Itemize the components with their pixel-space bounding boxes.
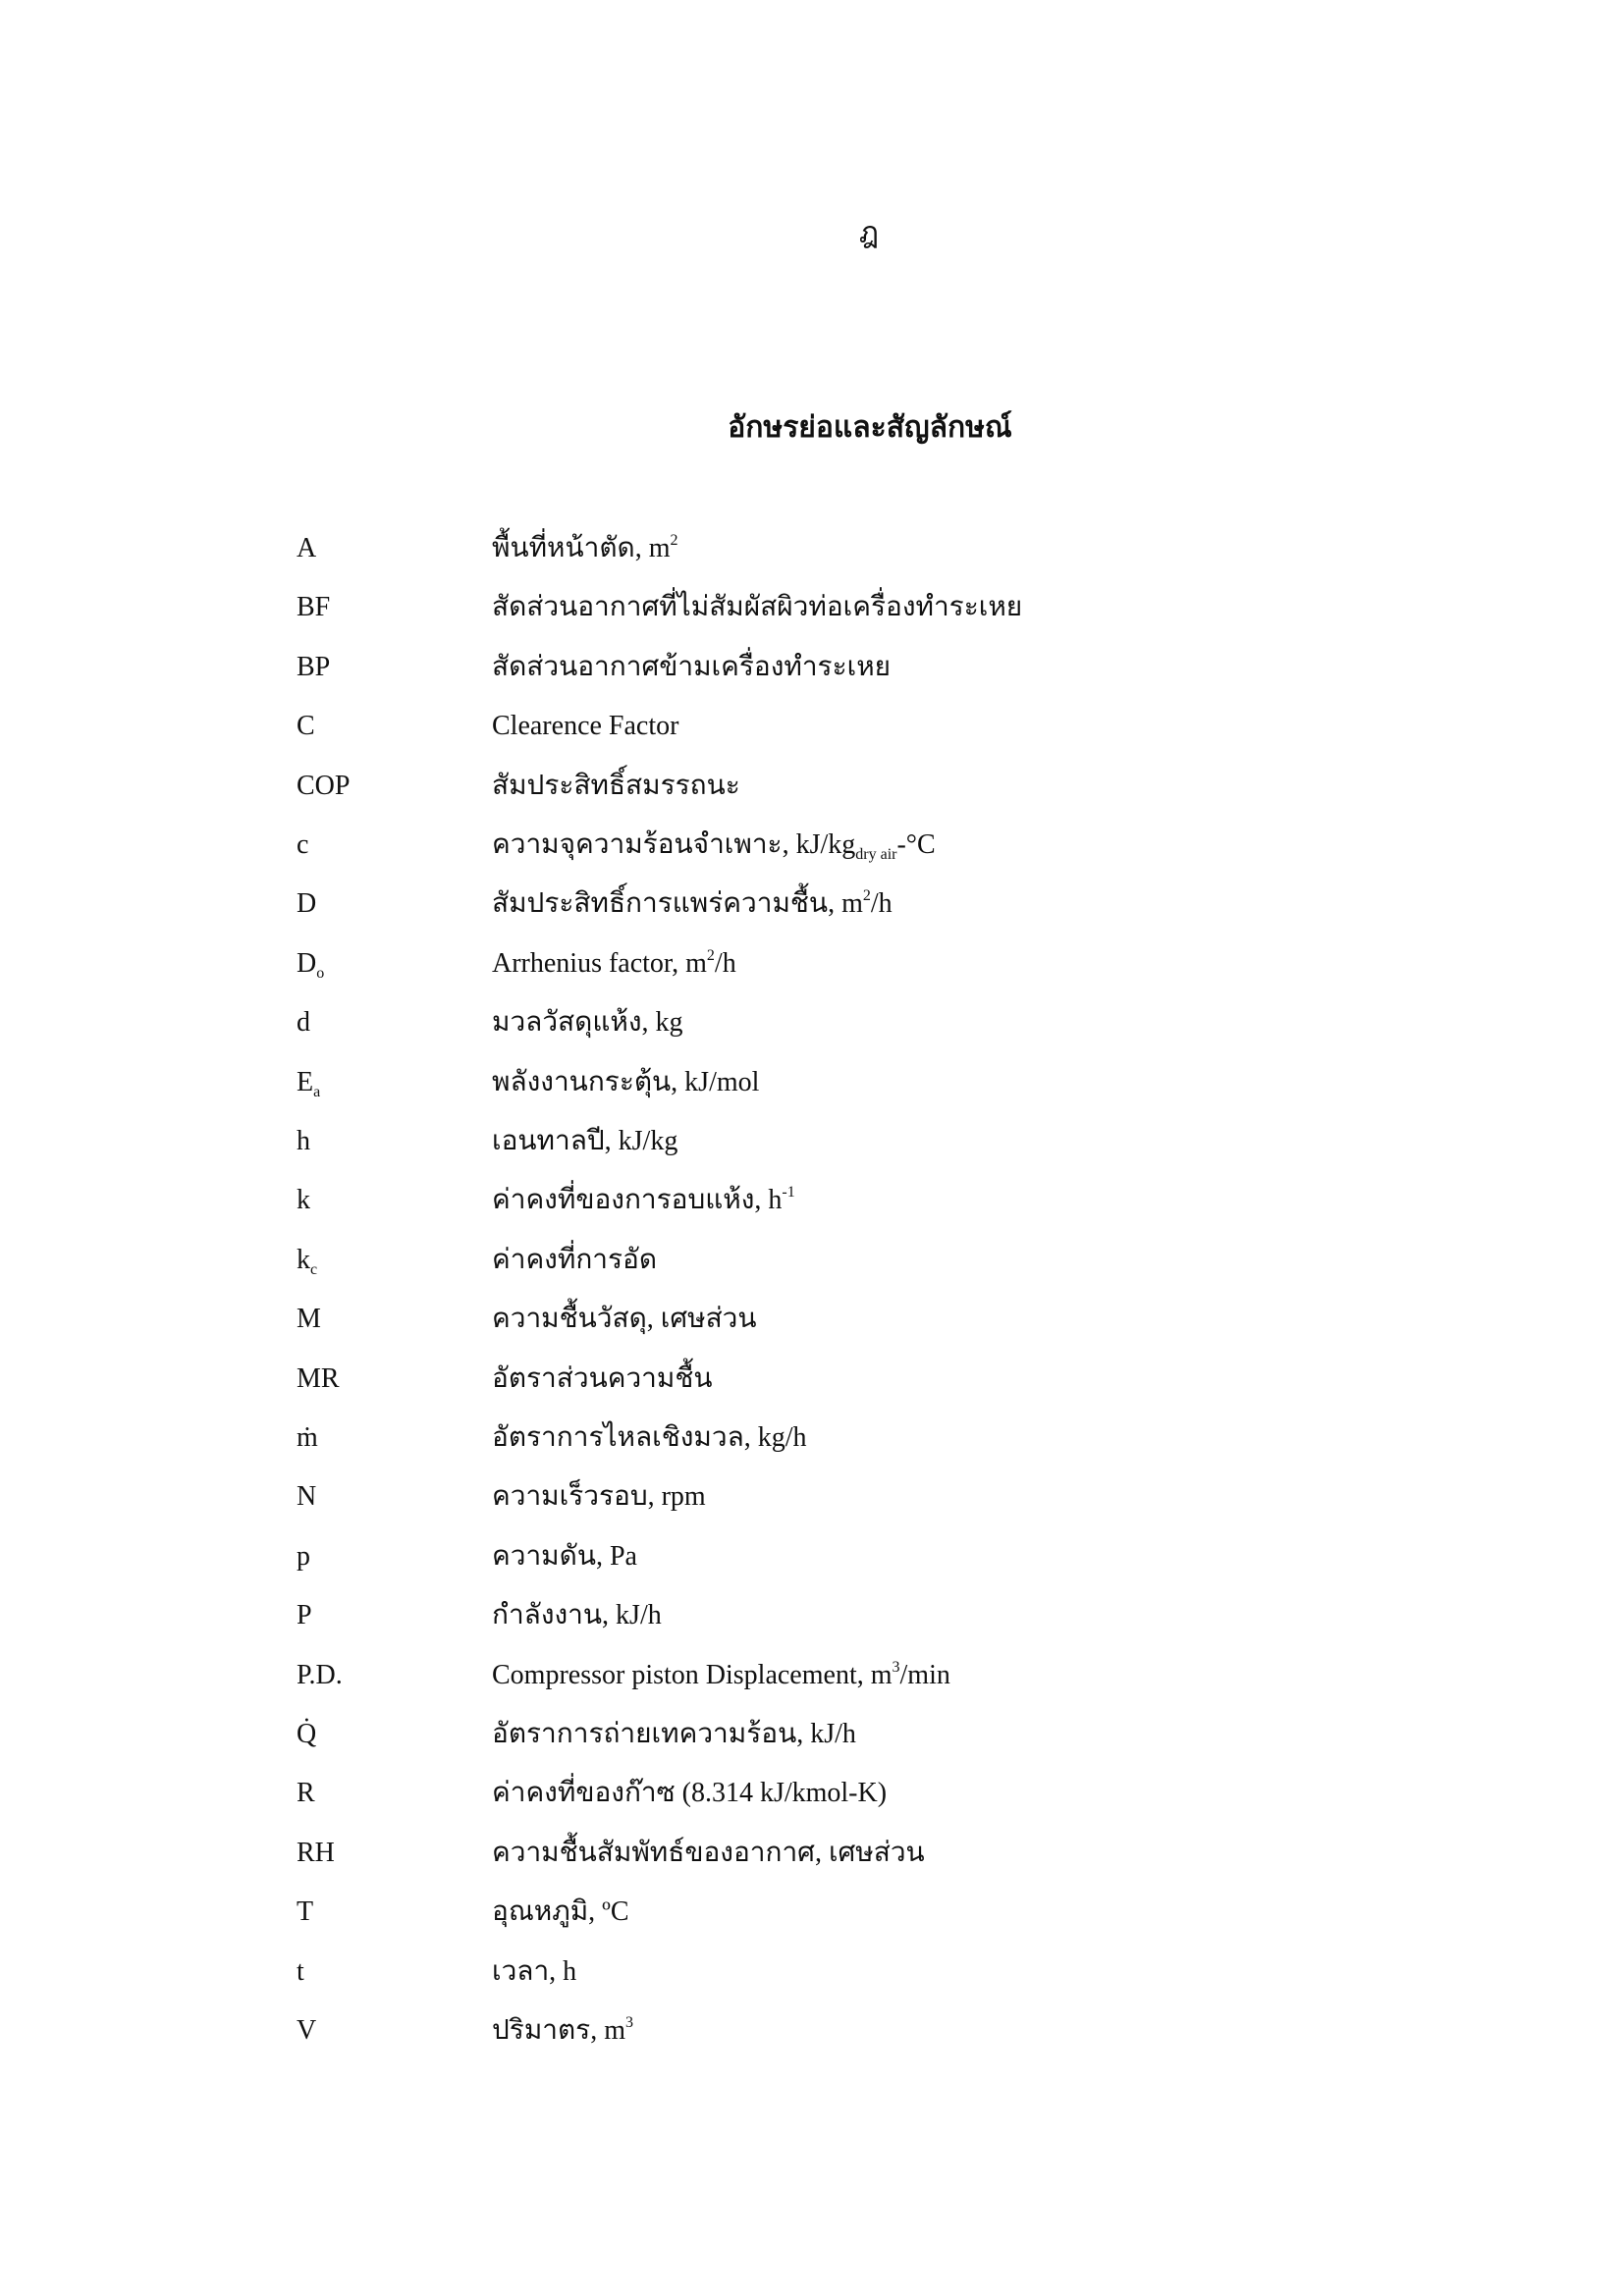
symbol-row (0, 1586, 1624, 1645)
symbol-description (492, 1350, 713, 1409)
symbol-row (0, 1883, 1624, 1942)
symbol-main: h (297, 1126, 310, 1156)
description-text: ค่าคงที่ของการอบแห้ง, h (492, 1185, 783, 1216)
symbol-description (492, 1468, 706, 1526)
symbol-main: d (297, 1007, 310, 1039)
description-superscript: 3 (625, 2014, 633, 2031)
symbol-term (297, 1053, 320, 1112)
symbol-description (492, 1943, 576, 2002)
symbol-main: Q̇ (297, 1719, 317, 1749)
description-text: สัดส่วนอากาศข้ามเครื่องทำระเหย (492, 651, 892, 682)
symbol-main: BP (297, 651, 331, 682)
description-text: สัมประสิทธิ์สมรรถนะ (492, 770, 740, 801)
description-text: Clearence Factor (492, 711, 679, 742)
description-text: ความชื้นสัมพัทธ์ของอากาศ, เศษส่วน (492, 1837, 925, 1868)
symbol-term (297, 697, 315, 756)
description-text: อัตราการไหลเชิงมวล, kg/h (492, 1422, 807, 1453)
symbol-row (0, 1290, 1624, 1349)
symbol-description (492, 875, 893, 934)
description-text: เอนทาลปี, kJ/kg (492, 1126, 678, 1156)
description-text: ความจุความร้อนจำเพาะ, kJ/kg (492, 829, 856, 860)
symbol-row (0, 2002, 1624, 2060)
symbol-main: RH (297, 1837, 335, 1868)
symbol-subscript: a (313, 1083, 321, 1100)
symbol-main: A (297, 533, 317, 563)
symbol-subscript: c (310, 1260, 318, 1278)
symbol-main: ṁ (297, 1422, 318, 1453)
symbol-term (297, 1290, 321, 1349)
symbol-term (297, 1646, 343, 1705)
description-superscript: 2 (862, 887, 871, 905)
symbol-description (492, 1290, 757, 1349)
symbol-term (297, 816, 308, 875)
symbol-row (0, 875, 1624, 934)
symbol-term (297, 1764, 315, 1823)
description-subscript: dry air (855, 846, 897, 863)
description-text: สัดส่วนอากาศที่ไม่สัมผัสผิวท่อเครื่องทำระเหย (492, 592, 1023, 623)
symbol-term (297, 1231, 317, 1290)
symbol-term (297, 2002, 316, 2060)
description-text: Compressor piston Displacement, m (492, 1659, 893, 1690)
symbol-main: V (297, 2015, 317, 2046)
symbol-row (0, 1053, 1624, 1112)
symbol-row (0, 816, 1624, 875)
symbol-main: C (297, 711, 315, 742)
symbol-row (0, 1409, 1624, 1468)
symbol-main: R (297, 1778, 315, 1809)
symbol-row (0, 1824, 1624, 1883)
symbol-subscript: o (316, 964, 325, 982)
symbol-term (297, 1824, 335, 1883)
symbol-main: k (297, 1185, 310, 1216)
symbol-main: N (297, 1481, 317, 1513)
symbol-main: E (297, 1066, 314, 1097)
description-text: Arrhenius factor, m (492, 947, 707, 979)
symbol-main: c (297, 829, 309, 860)
symbol-row (0, 1171, 1624, 1230)
description-text-after: /min (899, 1659, 950, 1690)
symbol-description (492, 638, 891, 697)
symbol-term (297, 1468, 316, 1526)
symbol-term (297, 1586, 312, 1645)
description-superscript: -1 (782, 1184, 795, 1201)
symbol-description (492, 1705, 856, 1764)
symbol-term (297, 934, 324, 993)
symbol-term (297, 1943, 304, 2002)
description-text: สัมประสิทธิ์การแพร่ความชื้น, m (492, 888, 863, 920)
description-text-after: /h (714, 947, 736, 979)
symbol-term (297, 519, 316, 578)
symbol-row (0, 578, 1624, 637)
description-text: ค่าคงที่ของก๊าซ (8.314 kJ/kmol-K) (492, 1778, 888, 1809)
symbol-row (0, 757, 1624, 816)
symbol-description (492, 1231, 657, 1290)
description-superscript: 2 (670, 532, 678, 549)
symbol-main: D (297, 888, 317, 920)
symbol-term (297, 1883, 313, 1942)
symbol-term (297, 1705, 316, 1764)
symbol-main: p (297, 1540, 310, 1572)
description-text: พลังงานกระตุ้น, kJ/mol (492, 1066, 760, 1097)
description-text: อัตราส่วนความชื้น (492, 1362, 713, 1394)
symbol-description (492, 697, 678, 756)
description-text: กำลังงาน, kJ/h (492, 1600, 662, 1631)
symbol-term (297, 1409, 318, 1468)
symbol-main: k (297, 1244, 310, 1275)
description-text-after: /h (870, 888, 893, 920)
symbol-row (0, 1350, 1624, 1409)
symbol-row (0, 1112, 1624, 1171)
symbol-term (297, 875, 316, 934)
symbol-term (297, 1112, 310, 1171)
symbol-term (297, 993, 310, 1052)
symbol-row (0, 1764, 1624, 1823)
description-text: อัตราการถ่ายเทความร้อน, kJ/h (492, 1719, 856, 1749)
symbol-main: MR (297, 1362, 340, 1394)
symbol-term (297, 578, 330, 637)
symbol-row (0, 697, 1624, 756)
symbol-main: T (297, 1896, 314, 1928)
symbol-description (492, 934, 736, 993)
symbol-description (492, 1824, 925, 1883)
symbol-description (492, 519, 678, 578)
symbol-row (0, 934, 1624, 993)
symbol-description (492, 757, 740, 816)
page-title: อักษรย่อและสัญลักษณ์ (728, 411, 1012, 444)
symbol-term (297, 1171, 310, 1230)
symbol-description (492, 1646, 950, 1705)
description-superscript: 2 (706, 946, 715, 964)
symbol-row (0, 1468, 1624, 1526)
description-text-after: -°C (896, 829, 936, 860)
description-text: มวลวัสดุแห้ง, kg (492, 1007, 683, 1039)
symbol-main: M (297, 1304, 321, 1335)
symbol-description (492, 1171, 795, 1230)
symbol-description (492, 1527, 637, 1586)
symbol-row (0, 638, 1624, 697)
symbol-description (492, 1764, 887, 1823)
symbol-row (0, 519, 1624, 578)
symbol-row (0, 993, 1624, 1052)
description-text: เวลา, h (492, 1955, 577, 1987)
symbol-description (492, 578, 1022, 637)
symbol-description (492, 1586, 662, 1645)
symbol-main: D (297, 947, 317, 979)
description-text: ค่าคงที่การอัด (492, 1244, 658, 1275)
symbol-description (492, 1409, 807, 1468)
description-text: ความเร็วรอบ, rpm (492, 1481, 706, 1513)
symbol-description (492, 1112, 677, 1171)
symbol-main: P (297, 1600, 312, 1631)
symbol-list (0, 519, 1624, 2070)
symbol-main: COP (297, 770, 351, 801)
description-text: ปริมาตร, m (492, 2015, 625, 2046)
symbol-row (0, 1705, 1624, 1764)
description-text: ความดัน, Pa (492, 1540, 637, 1572)
symbol-description (492, 1053, 759, 1112)
symbol-row (0, 1527, 1624, 1586)
symbol-row (0, 1646, 1624, 1705)
symbol-main: P.D. (297, 1659, 343, 1690)
symbol-description (492, 1883, 629, 1942)
description-superscript: 3 (892, 1658, 900, 1676)
symbol-term (297, 1527, 310, 1586)
symbol-main: BF (297, 592, 331, 623)
symbol-row (0, 1943, 1624, 2002)
symbol-row (0, 1231, 1624, 1290)
description-text: พื้นที่หน้าตัด, m (492, 533, 671, 563)
symbol-main: t (297, 1955, 304, 1987)
page-number: ฎ (858, 217, 880, 249)
symbol-description (492, 993, 683, 1052)
symbol-description (492, 2002, 633, 2060)
description-text: อุณหภูมิ, ºC (492, 1896, 629, 1928)
description-text: ความชื้นวัสดุ, เศษส่วน (492, 1304, 757, 1335)
symbol-term (297, 638, 330, 697)
symbol-term (297, 757, 350, 816)
symbol-description (492, 816, 936, 875)
symbol-term (297, 1350, 340, 1409)
